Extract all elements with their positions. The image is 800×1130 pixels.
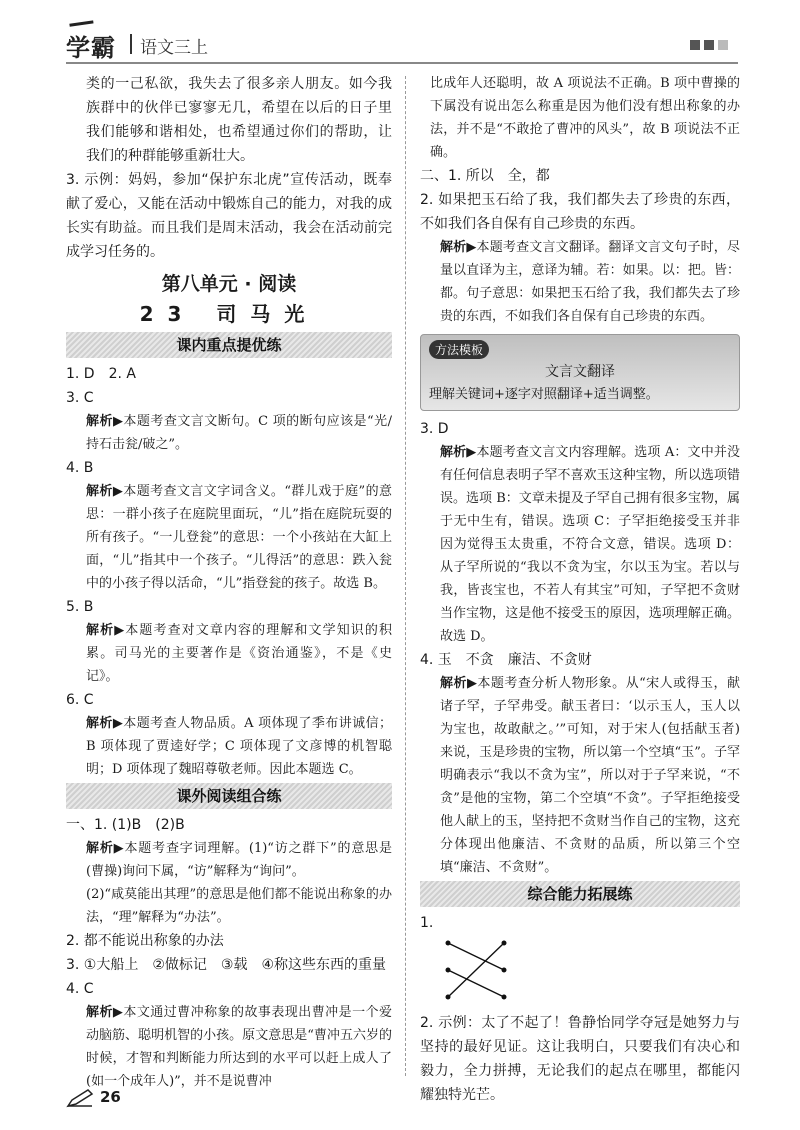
answer-continuation: 类的一己私欲，我失去了很多亲人朋友。如今我族群中的伙伴已寥寥无几，希望在以后的日子里我们能够和谐相处，也希望通过你们的帮助，让我们的种群能够重新壮大。 <box>86 76 392 164</box>
unit-title: 第八单元 · 阅读 <box>161 273 297 295</box>
answer-c1: 二、1. 所以 全，都 <box>420 168 550 184</box>
header-separator <box>130 34 132 54</box>
analysis: 解析▶本题考查文言文字词含义。“群儿戏于庭”的意思：一群小孩子在庭院里面玩，“儿”指在庭院玩耍的所有孩子。“一儿登瓮”的意思：一个小孩站在大缸上面，“儿”指其中一个孩子。“儿得活”的意思：跌入瓮中的小孩子得以活命，“儿”指登瓮的孩子。故选 B。 <box>86 484 392 591</box>
left-column <box>66 72 392 1093</box>
analysis: 解析▶本题考查文言文翻译。翻译文言文句子时，尽量以直译为主，意译为辅。若：如果。以：把。皆：都。句子意思：如果把玉石给了我，我们都失去了珍贵的东西，不如我们各自保有自己珍贵的东西。 <box>440 240 740 324</box>
answer-d1: 1. <box>420 915 434 931</box>
answer-b1: 一、1. (1)B (2)B <box>66 817 185 833</box>
subject-title: 语文三上 <box>140 38 208 58</box>
decorative-squares <box>690 40 728 50</box>
right-column <box>420 72 740 1107</box>
answer-b2: 2. 都不能说出称象的办法 <box>66 933 224 949</box>
brand-logo: 学霸 <box>66 33 116 62</box>
section-title: 课外阅读组合练 <box>176 787 282 805</box>
analysis-label: 解析▶ <box>86 623 126 638</box>
page-header <box>0 0 800 72</box>
section-band-2 <box>66 783 392 809</box>
pencil-icon <box>66 1088 94 1108</box>
method-title: 文言文翻译 <box>545 364 615 380</box>
analysis-label: 解析▶ <box>440 445 477 460</box>
analysis: 解析▶本题考查字词理解。(1)“访之群下”的意思是(曹操)询问下属，“访”解释为“询问”。 <box>86 841 392 879</box>
answer-5: 5. B <box>66 599 94 615</box>
answer-3: 3. C <box>66 390 94 406</box>
analysis-label: 解析▶ <box>86 1005 124 1020</box>
analysis: 解析▶本题考查文言文断句。C 项的断句应该是“光/持石击瓮/破之”。 <box>86 414 392 452</box>
method-template-box <box>420 334 740 411</box>
analysis: 解析▶本题考查人物品质。A 项体现了季布讲诚信；B 项体现了贾逵好学；C 项体现了文彦博的机智聪明；D 项体现了魏昭尊敬老师。因此本题选 C。 <box>86 716 392 777</box>
analysis: 解析▶本文通过曹冲称象的故事表现出曹冲是一个爱动脑筋、聪明机智的小孩。原文意思是“曹冲五六岁的时候，才智和判断能力所达到的水平可以赶上成人了(如一个成年人)”，并不是说曹冲 <box>86 1005 392 1089</box>
analysis-label: 解析▶ <box>86 414 124 429</box>
analysis-label: 解析▶ <box>86 716 124 731</box>
answer-1-2: 1. D 2. A <box>66 366 136 382</box>
answer-4: 4. B <box>66 460 94 476</box>
header-rule <box>66 62 738 64</box>
analysis-label: 解析▶ <box>86 841 125 856</box>
page-number: 26 <box>100 1088 121 1106</box>
answer-b3: 3. ①大船上 ②做标记 ③载 ④称这些东西的重量 <box>66 957 387 973</box>
method-body: 理解关键词+逐字对照翻译+适当调整。 <box>429 387 659 402</box>
analysis-label: 解析▶ <box>86 484 124 499</box>
answer-3: 3. 示例：妈妈，参加“保护东北虎”宣传活动，既奉献了爱心，又能在活动中锻炼自己的能力，对我的成长实有助益。而且我们是周末活动，我会在活动前完成学习任务的。 <box>66 172 392 260</box>
section-title: 课内重点提优练 <box>176 336 282 354</box>
method-tag: 方法模板 <box>429 340 489 359</box>
analysis-label: 解析▶ <box>440 676 478 691</box>
answer-d2: 2. 示例：太了不起了！鲁静怡同学夺冠是她努力与坚持的最好见证。这让我明白，只要我们有决心和毅力，全力拼搏，无论我们的起点在哪里，都能闪耀独特光芒。 <box>420 1015 740 1103</box>
column-divider <box>405 76 406 1076</box>
answer-6: 6. C <box>66 692 94 708</box>
analysis-continued: (2)“咸莫能出其理”的意思是他们都不能说出称象的办法，“理”解释为“办法”。 <box>86 887 392 925</box>
answer-c2: 2. 如果把玉石给了我，我们都失去了珍贵的东西，不如我们各自保有自己珍贵的东西。 <box>420 192 740 232</box>
analysis: 解析▶本题考查对文章内容的理解和文学知识的积累。司马光的主要著作是《资治通鉴》，不是《史记》。 <box>86 623 392 684</box>
analysis-continued: 比成年人还聪明，故 A 项说法不正确。B 项中曹操的下属没有说出怎么称重是因为他们没有想出称象的办法，并不是“不敢抢了曹冲的风头”，故 B 项说法不正确。 <box>430 76 740 160</box>
lesson-title: 23 司马光 <box>139 302 319 326</box>
answer-c4: 4. 玉 不贪 廉洁、不贪财 <box>420 652 592 668</box>
section-band-3 <box>420 881 740 907</box>
answer-b4: 4. C <box>66 981 94 997</box>
section-band-1 <box>66 332 392 358</box>
answer-c3: 3. D <box>420 421 449 437</box>
section-title: 综合能力拓展练 <box>527 885 633 903</box>
analysis: 解析▶本题考查分析人物形象。从“宋人或得玉，献诸子罕，子罕弗受。献玉者曰：‘以示玉人，玉人以为宝也，故敢献之。’”可知，对于宋人(包括献玉者)来说，玉是珍贵的宝物，所以第一个空填“玉”。子罕明确表示“我以不贪为宝”，所以对于子罕来说，“不贪”是他的宝物，第二个空填“不贪”。子罕拒绝接受他人献上的玉，坚持把不贪财当作自己的宝物，这充分体现出他廉洁、不贪财的品质，所以第三个空填“廉洁、不贪财”。 <box>440 676 741 875</box>
analysis-label: 解析▶ <box>440 240 477 255</box>
matching-lines-diagram <box>442 937 512 1003</box>
analysis: 解析▶本题考查文言文内容理解。选项 A：文中并没有任何信息表明子罕不喜欢玉这种宝物，所以选项错误。选项 B：文章未提及子罕自己拥有很多宝物，属于无中生有，错误。选项 C：子罕拒绝接受玉并非因为觉得玉太贵重，不符合文意，错误。选项 D：从子罕所说的“我以不贪为宝，尔以玉为宝。若以与我，皆丧宝也，不若人有其宝”可知，子罕把不贪财当作宝物，这是他不接受玉的原因，选项理解正确。故选 D。 <box>440 445 740 644</box>
